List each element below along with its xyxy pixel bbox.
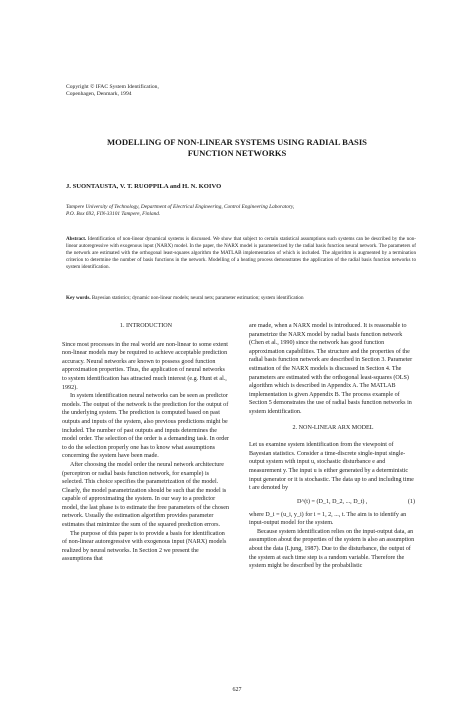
copyright-line-1: Copyright © IFAC System Identification, — [66, 84, 159, 90]
author-list: J. SUONTAUSTA, V. T. RUOPPILA and H. N. KOIVO — [66, 183, 222, 190]
intro-paragraph-5: are made, when a NARX model is introduced. It is reasonable to parametrize the NARX model by radial basis function network (Chen et al., 1990) since the network has good function approximation capabilities. The structure and the properties of the radial basis function network are described in Section 3. Parameter estimation of the NARX models is discussed in Section 4. The parameters are estimated with the orthogonal least-squares (OLS) algorithm which is described in Appendix A. The MATLAB implementation is given Appendix B. The process example of Section 5 demonstrates the use of radial basis function networks in system identification. — [249, 323, 413, 415]
title-line-1: MODELLING OF NON-LINEAR SYSTEMS USING RADIAL BASIS — [107, 137, 367, 147]
keywords-text: Bayesian statistics; dynamic non-linear models; neural nets; parameter estimation; system identification — [91, 295, 304, 301]
equation-1 — [249, 497, 417, 509]
abstract-label: Abstract. — [66, 236, 87, 242]
copyright-line-2: Copenhagen, Denmark, 1994 — [66, 91, 132, 97]
affiliation — [66, 204, 426, 218]
intro-paragraph-3: After choosing the model order the neural network architecture (perceptron or radial basis function network, for example) is selected. This choice specifies the parametrization of the model. Clearly, the model parametrization should be such that the model is capable of approximating the system. In our way to a predictor model, the last phase is to estimate the free parameters of the chosen network. Usually the estimation algorithm provides parameter estimates that minimize the sum of the squared prediction errors. — [62, 461, 230, 529]
abstract-text: Identification of non-linear dynamical systems is discussed. We show that subject to certain statistical assumptions such systems can be described by the non-linear autoregressive with exogenous input (NARX) model. In the paper, the NARX model is parameterized by the radial basis function neural network. The parameters of the network are estimated with the orthogonal least-squares algorithm the MATLAB implementation of which is included. The algorithm is augmented by a termination criterion to determine the number of basis functions in the network. Modelling of a heating process demonstrates the application of the radial basis function networks to system identification. — [66, 236, 416, 270]
right-column — [249, 322, 417, 571]
keywords-label: Key words. — [66, 295, 91, 301]
left-column — [62, 322, 230, 564]
equation-number: (1) — [407, 498, 415, 505]
narx-paragraph-3: Because system identification relies on the input-output data, an assumption about the properties of the system is also an assumption about the data (Ljung, 1987). Due to the disturbance, the output of the system at each time step is a random variable. Therefore the system might be described by the probabilistic — [249, 528, 415, 570]
intro-paragraph-2: In system identification neural networks can be seen as predictor models. The output of the network is the prediction for the output of the underlying system. The prediction is computed based on past outputs and inputs of the system, also previous predictions might be included. The number of past outputs and inputs determines the model order. The selection of the order is a demanding task. In order to do the selection properly one has to know what assumptions concerning the system have been made. — [62, 393, 230, 460]
section-heading-introduction: 1. INTRODUCTION — [119, 323, 173, 329]
section-heading-narx: 2. NON-LINEAR ARX MODEL — [292, 424, 374, 431]
paper-title — [0, 137, 474, 159]
narx-paragraph-2: where D_i = (u_i, y_i) for i = 1, 2, ..., t. The aim is to identify an input-output model for the system. — [249, 511, 407, 527]
keywords — [66, 295, 416, 302]
page-number: 627 — [232, 687, 242, 693]
affiliation-line-1: Tampere University of Technology, Department of Electrical Engineering, Control Engineering Laboratory, — [66, 204, 295, 210]
copyright-notice — [66, 84, 159, 98]
abstract — [66, 236, 416, 271]
intro-paragraph-4: The purpose of this paper is to provide a basis for identification of non-linear autoregressive with exogenous input (NARX) models realized by neural networks. In Section 2 we present the assumptions that — [62, 530, 227, 563]
narx-paragraph-1: Let us examine system identification from the viewpoint of Bayesian statistics. Consider a time-discrete single-input single-output system with input u, stochastic disturbance e and measurement y. The input u is either generated by a deterministic input generator or it is stochastic. The data up to and including time t are denoted by — [249, 442, 414, 492]
title-line-2: FUNCTION NETWORKS — [187, 148, 287, 158]
intro-paragraph-1: Since most processes in the real world are non-linear to some extent non-linear models may be required to achieve acceptable prediction accuracy. Neural networks are known to possess good function approximation properties. Thus, the application of neural networks to system identification has attracted much interest (e.g. Hunt et al., 1992). — [62, 341, 229, 391]
equation-text: D^(t) = (D_1, D_2, ..., D_t) , — [297, 498, 368, 505]
affiliation-line-2: P.O. Box 692, FIN-33101 Tampere, Finland. — [66, 211, 161, 217]
